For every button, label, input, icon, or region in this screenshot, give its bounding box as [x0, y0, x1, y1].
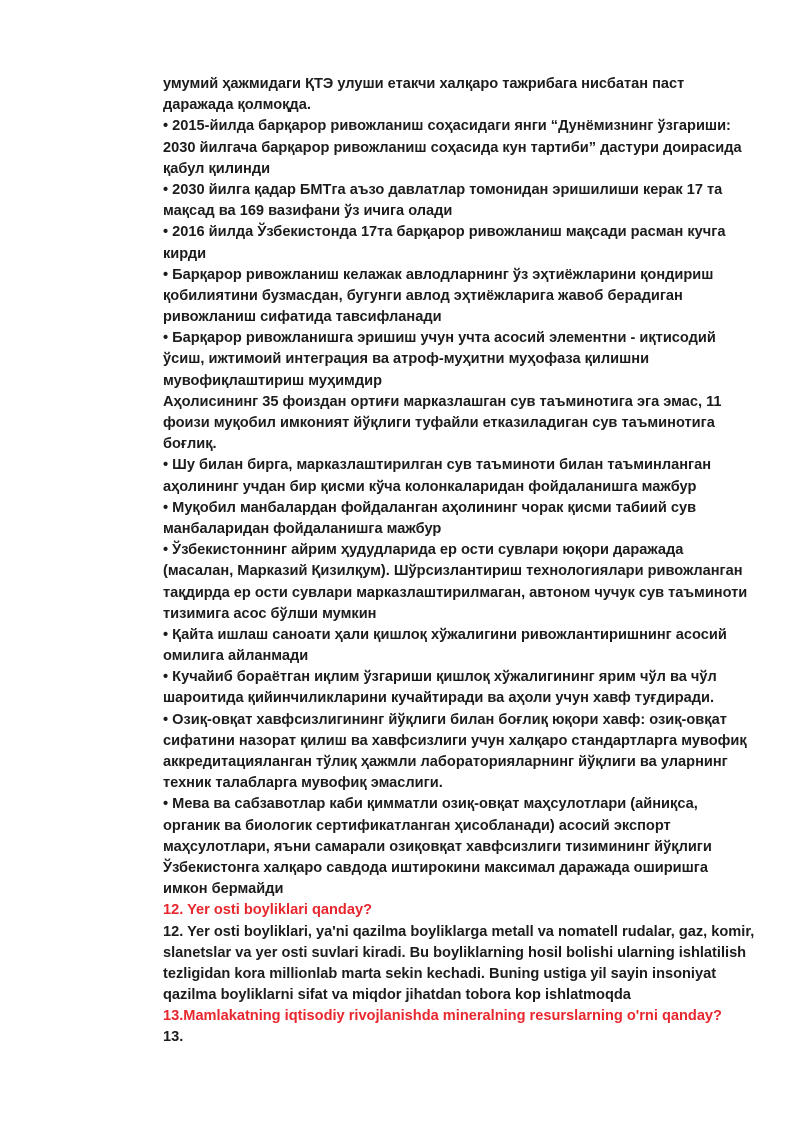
text-line: техник талабларга мувофиқ эмаслиги.: [163, 775, 443, 792]
text-line: тақдирда ер ости сувлари марказлаштирилмаган, автоном чучук сув таъминоти: [163, 584, 748, 601]
text-line: боғлиқ.: [163, 436, 217, 453]
text-line: манбаларидан фойдаланишга мажбур: [163, 520, 442, 537]
text-line: ривожланиш сифатида тавсифланади: [163, 309, 442, 326]
text-line: омилига айланмади: [163, 648, 309, 665]
text-line: • 2030 йилга қадар БМТга аъзо давлатлар томонидан эришилиши керак 17 та: [163, 181, 723, 198]
text-line: даражада қолмоқда.: [163, 97, 311, 114]
text-line: • Қайта ишлаш саноати ҳали қишлоқ хўжалигини ривожлантиришнинг асосий: [163, 626, 727, 643]
text-line: • Муқобил манбалардан фойдаланган аҳолининг чорак қисми табиий сув: [163, 499, 697, 516]
text-line: ўсиш, ижтимоий интеграция ва атроф-муҳитни муҳофаза қилишни: [163, 351, 650, 368]
text-line: slanetslar va yer osti suvlari kiradi. Bu boyliklarning hosil bolishi ularning ishlatilish: [163, 944, 747, 961]
text-line: • Барқарор ривожланишга эришиш учун учта асосий элементни - иқтисодий: [163, 330, 716, 347]
text-line: маҳсулотлари, яъни самарали озиқовқат хавфсизлиги тизимининг йўқлиги: [163, 838, 712, 855]
text-line: Аҳолисининг 35 фоиздан ортиғи марказлашган сув таъминотига эга эмас, 11: [163, 393, 722, 410]
text-line: • Озиқ-овқат хавфсизлигининг йўқлиги билан боғлиқ юқори хавф: озиқ-овқат: [163, 711, 727, 728]
text-line: Ўзбекистонга халқаро савдода иштирокини максимал даражада оширишга: [163, 859, 708, 876]
text-line: қабул қилинди: [163, 160, 271, 177]
text-line: аккредитацияланган тўлиқ ҳажмли лабораторияларнинг йўқлиги ва уларнинг: [163, 754, 728, 770]
text-line: • 2016 йилда Ўзбекистонда 17та барқарор ривожланиш мақсади расман кучга: [163, 224, 726, 241]
text-line: • Ўзбекистоннинг айрим ҳудудларида ер ости сувлари юқори даражада: [163, 542, 684, 559]
text-line: имкон бермайди: [163, 881, 284, 898]
text-line: умумий ҳажмидаги ҚТЭ улуши етакчи халқаро тажрибага нисбатан паст: [163, 76, 685, 92]
text-line: • Кучайиб бораётган иқлим ўзгариши қишлоқ хўжалигининг ярим чўл ва чўл: [163, 669, 717, 686]
text-line: 12. Yer osti boyliklari, ya'ni qazilma boyliklarga metall va nomatell rudalar, gaz, komir,: [163, 923, 755, 940]
text-line: tezligidan kora millionlab marta sekin kechadi. Buning ustiga yil sayin insoniyat: [163, 965, 717, 982]
text-line: 13.: [163, 1029, 184, 1046]
text-line: тизимига асос бўлши мумкин: [163, 605, 377, 622]
text-line: органик ва биологик сертификатланган ҳисобланади) асосий экспорт: [163, 817, 671, 834]
text-line: мувофиқлаштириш муҳимдир: [163, 372, 382, 389]
text-line: қобилиятини бузмасдан, бугунги авлод эҳтиёжларига жавоб берадиган: [163, 287, 683, 304]
document-body: [163, 74, 755, 1049]
text-line: • Шу билан бирга, марказлаштирилган сув таъминоти билан таъминланган: [163, 457, 712, 474]
text-line: аҳолининг учдан бир қисми кўча колонкаларидан фойдаланишга мажбур: [163, 478, 697, 495]
text-line: qazilma boyliklarni sifat va miqdor jihatdan tobora kop ishlatmoqda: [163, 987, 631, 1004]
text-line: • 2015-йилда барқарор ривожланиш соҳасидаги янги “Дунёмизнинг ўзгариши:: [163, 118, 731, 135]
text-line: (масалан, Марказий Қизилқум). Шўрсизлантириш технологиялари ривожланган: [163, 563, 743, 580]
question-heading: 13.Mamlakatning iqtisodiy rivojlanishda mineralning resurslarning o'rni qanday?: [163, 1008, 722, 1025]
text-line: мақсад ва 169 вазифани ўз ичига олади: [163, 203, 453, 220]
text-line: сифатини назорат қилиш ва хавфсизлиги учун халқаро стандартларга мувофиқ: [163, 732, 747, 749]
text-line: кирди: [163, 245, 207, 262]
text-line: фоизи муқобил имконият йўқлиги туфайли етказиладиган сув таъминотига: [163, 415, 715, 431]
text-line: • Барқарор ривожланиш келажак авлодларнинг ўз эҳтиёжларини қондириш: [163, 266, 714, 283]
question-heading: 12. Yer osti boyliklari qanday?: [163, 902, 372, 919]
text-line: • Мева ва сабзавотлар каби қимматли озиқ-овқат маҳсулотлари (айниқса,: [163, 796, 698, 813]
text-line: шароитида қийинчиликларини кучайтиради ва аҳоли учун хавф туғдиради.: [163, 690, 715, 707]
text-line: 2030 йилгача барқарор ривожланиш соҳасида кун тартиби” дастури доирасида: [163, 139, 742, 156]
